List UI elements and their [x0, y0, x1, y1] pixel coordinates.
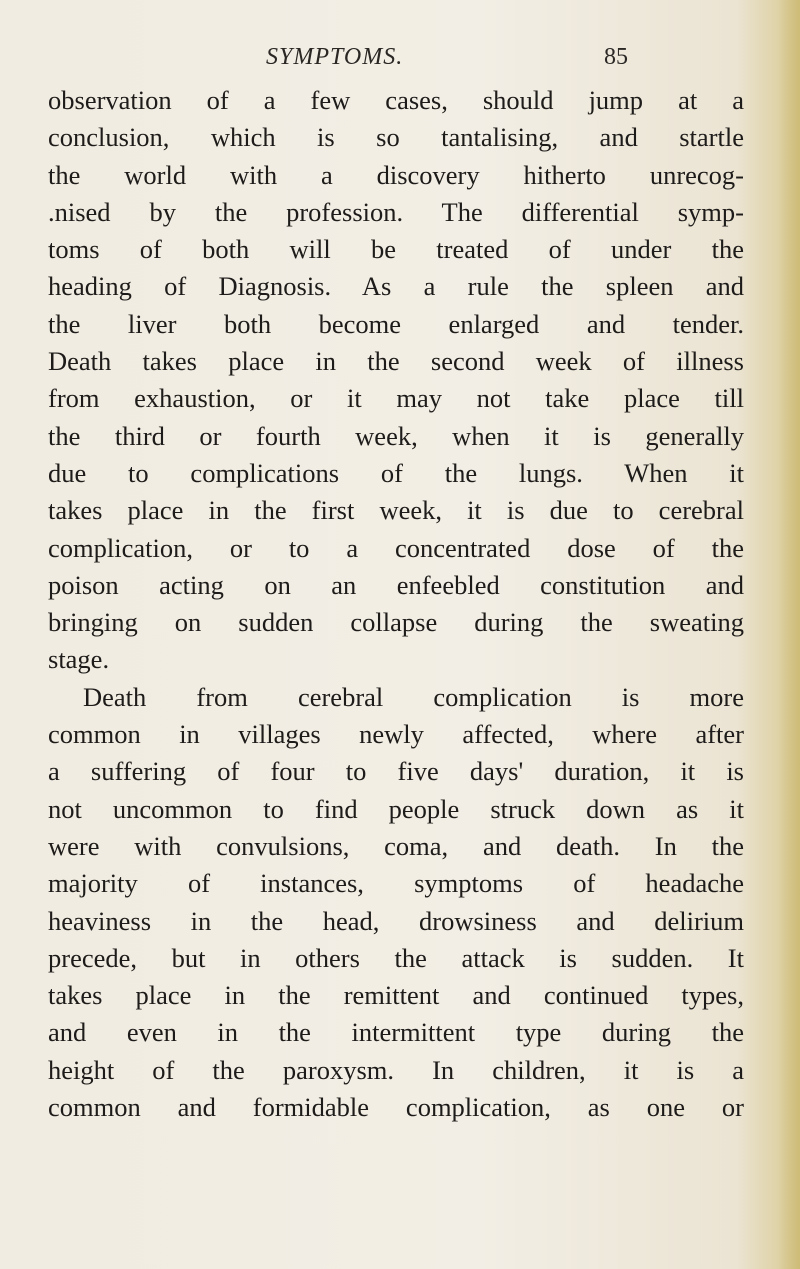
- text-line: the liver both become enlarged and tender.: [48, 308, 744, 339]
- text-line: heading of Diagnosis. As a rule the spleen and: [48, 271, 744, 302]
- text-line: precede, but in others the attack is sudden. It: [48, 942, 744, 973]
- text-line: and even in the intermittent type during the: [48, 1017, 744, 1048]
- text-line: conclusion, which is so tantalising, and startle: [48, 122, 744, 153]
- text-line: takes place in the first week, it is due to cerebral: [48, 495, 744, 526]
- text-line: toms of both will be treated of under the: [48, 234, 744, 265]
- text-line: from exhaustion, or it may not take place till: [48, 383, 744, 414]
- text-line: common and formidable complication, as one or: [48, 1092, 744, 1123]
- page-number: 85: [604, 44, 628, 70]
- text-line: Death from cerebral complication is more: [83, 681, 744, 712]
- page-edge-shading: [778, 0, 800, 1269]
- text-line: .nised by the profession. The differential symp-: [48, 196, 744, 227]
- text-line: were with convulsions, coma, and death. In the: [48, 830, 744, 861]
- text-line: Death takes place in the second week of illness: [48, 346, 744, 377]
- paragraph-1: [48, 82, 744, 679]
- text-line: height of the paroxysm. In children, it is a: [48, 1054, 744, 1085]
- text-line: a suffering of four to five days' duration, it is: [48, 756, 744, 787]
- text-line: bringing on sudden collapse during the sweating: [48, 607, 744, 638]
- text-line: majority of instances, symptoms of headache: [48, 868, 744, 899]
- text-line: due to complications of the lungs. When it: [48, 457, 744, 488]
- text-line: the third or fourth week, when it is generally: [48, 420, 744, 451]
- text-line: takes place in the remittent and continued types,: [48, 980, 744, 1011]
- text-line: observation of a few cases, should jump at a: [48, 85, 744, 115]
- text-line: not uncommon to find people struck down as it: [48, 793, 744, 824]
- text-line: the world with a discovery hitherto unrecog-: [48, 159, 744, 190]
- text-line: stage.: [48, 644, 110, 675]
- running-title: SYMPTOMS.: [266, 44, 404, 70]
- text-line: common in villages newly affected, where after: [48, 719, 744, 750]
- text-line: complication, or to a concentrated dose of the: [48, 532, 744, 563]
- paragraph-2: [48, 679, 744, 1127]
- text-line: poison acting on an enfeebled constitution and: [48, 569, 744, 600]
- text-line: heaviness in the head, drowsiness and delirium: [48, 905, 744, 936]
- body-text: [48, 82, 744, 1126]
- running-head: [0, 40, 800, 76]
